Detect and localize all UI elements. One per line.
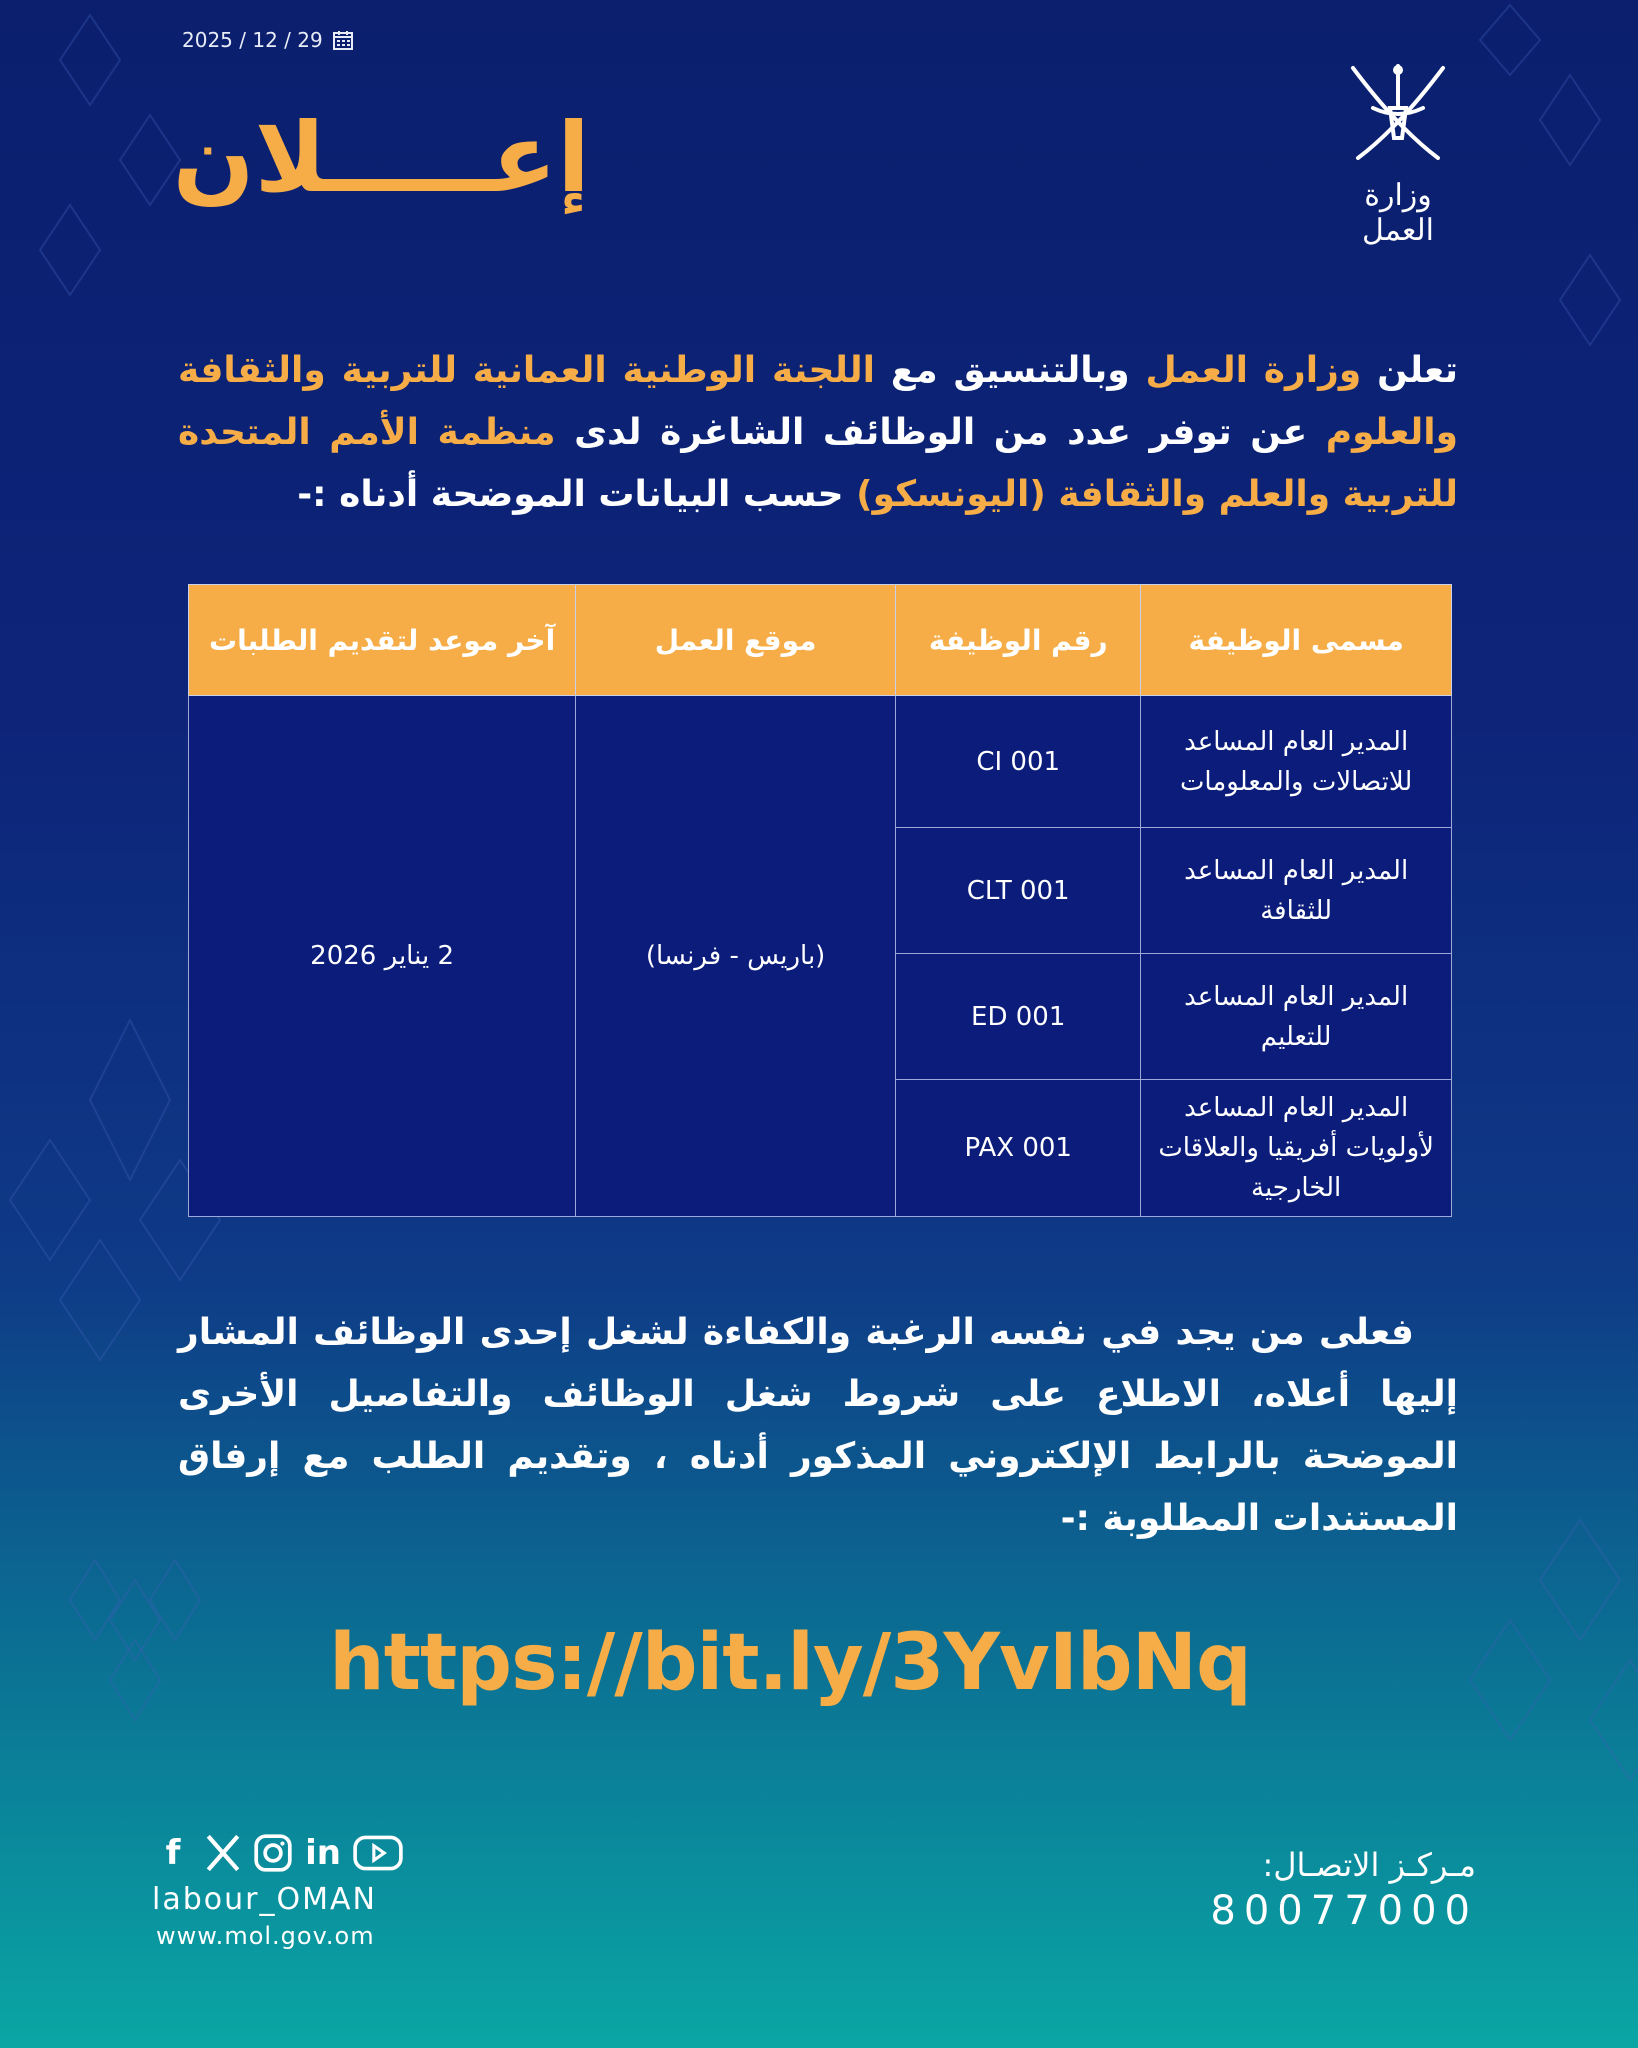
intro-highlight-committee: اللجنة الوطنية العمانية للتربية والثقافة والعلوم xyxy=(178,350,1458,453)
job-title-cell: المدير العام المساعد للثقافة xyxy=(1141,828,1452,954)
job-code-cell: ED 001 xyxy=(896,954,1141,1080)
announcement-date xyxy=(182,28,353,52)
deadline-cell: 2 يناير 2026 xyxy=(189,696,576,1217)
instructions-paragraph xyxy=(178,1302,1458,1550)
instagram-icon[interactable] xyxy=(252,1832,294,1874)
job-title-cell: المدير العام المساعد للتعليم xyxy=(1141,954,1452,1080)
intro-paragraph xyxy=(178,340,1458,526)
facebook-icon[interactable]: f xyxy=(165,1833,181,1873)
jobs-table xyxy=(188,584,1452,1217)
intro-text-3: عن توفر عدد من الوظائف الشاغرة لدى xyxy=(555,412,1326,453)
contact-number[interactable]: 80077000 xyxy=(1210,1888,1478,1934)
social-handle[interactable]: labour_OMAN xyxy=(152,1882,377,1917)
table-header-row xyxy=(189,585,1452,696)
youtube-icon[interactable] xyxy=(352,1832,404,1874)
intro-text-1: تعلن xyxy=(1361,350,1458,391)
website-link[interactable]: www.mol.gov.om xyxy=(156,1922,375,1950)
calendar-icon xyxy=(333,30,353,50)
job-code-cell: CI 001 xyxy=(896,696,1141,828)
header-job-code: رقم الوظيفة xyxy=(896,585,1141,696)
location-cell: (باريس - فرنسا) xyxy=(576,696,896,1217)
x-icon[interactable] xyxy=(202,1832,244,1874)
job-code-cell: PAX 001 xyxy=(896,1080,1141,1217)
intro-text-4: حسب البيانات الموضحة أدناه :- xyxy=(297,474,857,515)
date-text: 2025 / 12 / 29 xyxy=(182,28,323,52)
ministry-name: وزارة العمل xyxy=(1361,178,1434,248)
intro-highlight-unesco: منظمة الأمم المتحدة للتربية والعلم والثقافة (اليونسكو) xyxy=(178,412,1458,515)
job-title-cell: المدير العام المساعد لأولويات أفريقيا والعلاقات الخارجية xyxy=(1141,1080,1452,1217)
title-text: إعـــــلان xyxy=(172,102,590,214)
ministry-logo xyxy=(1328,58,1468,248)
header-deadline: آخر موعد لتقديم الطلبات xyxy=(189,585,576,696)
instructions-text: فعلى من يجد في نفسه الرغبة والكفاءة لشغل إحدى الوظائف المشار إليها أعلاه، الاطلاع على شروط شغل الوظائف والتفاصيل الأخرى الموضحة بالرابط الإلكتروني المذكور أدناه ، وتقديم الطلب مع إرفاق المستندات المطلوبة :- xyxy=(178,1312,1458,1539)
contact-center-label: مـركـز الاتصـال: xyxy=(1262,1846,1476,1884)
job-title-cell: المدير العام المساعد للاتصالات والمعلومات xyxy=(1141,696,1452,828)
announcement-title xyxy=(170,102,590,220)
application-link[interactable]: https://bit.ly/3YvIbNq xyxy=(329,1618,1251,1708)
intro-highlight-ministry: وزارة العمل xyxy=(1145,350,1362,391)
intro-text-2: وبالتنسيق مع xyxy=(874,350,1146,391)
oman-emblem-icon xyxy=(1338,58,1458,178)
linkedin-icon[interactable]: in xyxy=(305,1833,341,1873)
social-icons xyxy=(152,1832,404,1874)
header-job-title: مسمى الوظيفة xyxy=(1141,585,1452,696)
job-code-cell: CLT 001 xyxy=(896,828,1141,954)
table-row xyxy=(189,696,1452,828)
header-location: موقع العمل xyxy=(576,585,896,696)
